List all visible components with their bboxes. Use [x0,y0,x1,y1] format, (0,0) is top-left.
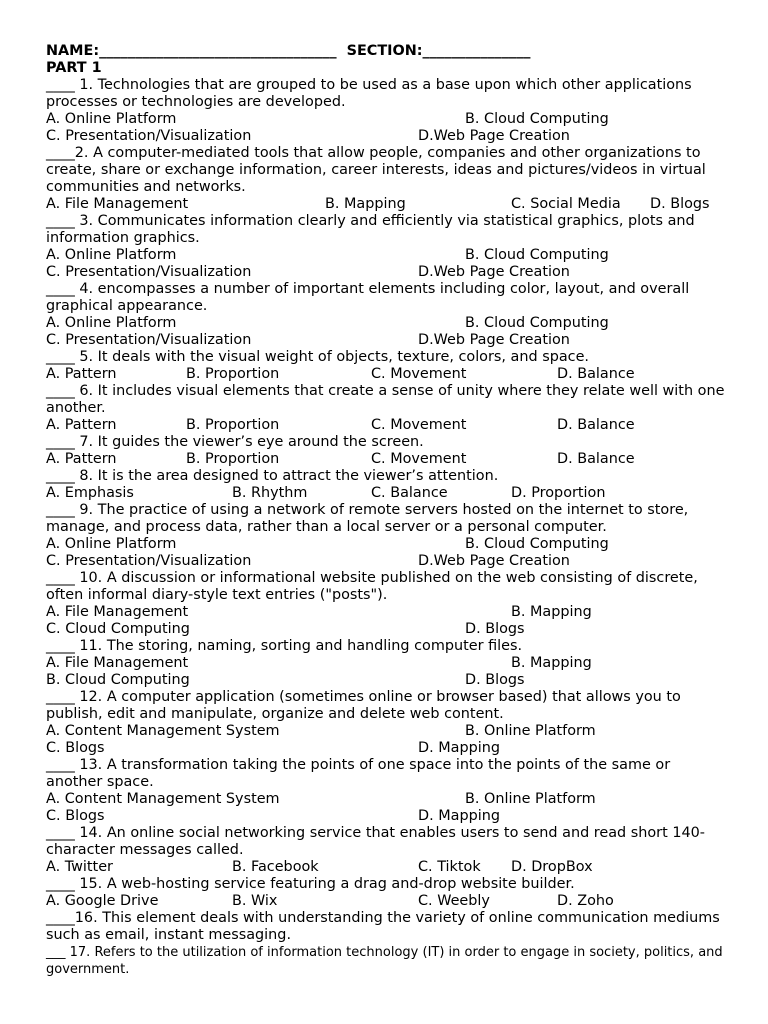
answer-option: B. Facebook [232,859,319,875]
question-1-options-row [46,128,726,145]
question-14: ____ 14. An online social networking service that enables users to send and read short 140- character messages called. [46,825,705,858]
answer-option: B. Cloud Computing [46,672,190,688]
name-blank: _________________________________ [99,43,337,59]
question-12-options-row [46,740,726,757]
answer-option: A. Online Platform [46,111,177,127]
answer-option: C. Presentation/Visualization [46,264,252,280]
question-3-options-row [46,264,726,281]
answer-option: B. Cloud Computing [465,315,609,331]
question-3: ____ 3. Communicates information clearly and efficiently via statistical graphics, plots and information graphics. [46,213,695,246]
answer-option: B. Rhythm [232,485,308,501]
question-9-options-row [46,553,726,570]
answer-option: C. Weebly [418,893,490,909]
answer-option: A. Content Management System [46,791,280,807]
section-blank: _______________ [422,43,531,59]
answer-option: A. Twitter [46,859,113,875]
answer-option: C. Blogs [46,740,105,756]
question-13: ____ 13. A transformation taking the points of one space into the points of the same or another space. [46,757,671,790]
question-5: ____ 5. It deals with the visual weight of objects, texture, colors, and space. [46,349,589,365]
answer-option: C. Blogs [46,808,105,824]
answer-option: D. Mapping [418,740,500,756]
question-2: ____2. A computer-mediated tools that allow people, companies and other organizations to create, share or exchange information, career interests, ideas and pictures/videos in virtual communities and networks. [46,145,706,195]
answer-option: D. Balance [557,366,635,382]
answer-option: C. Cloud Computing [46,621,190,637]
answer-option: B. Mapping [325,196,406,212]
question-13-options-row [46,791,726,808]
answer-option: B. Mapping [511,655,592,671]
answer-option: A. File Management [46,196,189,212]
answer-option: D.Web Page Creation [418,128,570,144]
answer-option: D. Blogs [465,672,525,688]
question-10-options-row [46,604,726,621]
answer-option: A. File Management [46,604,189,620]
question-2-options-row [46,196,726,213]
question-16: ____16. This element deals with understanding the variety of online communication mediums such as email, instant messaging. [46,910,720,943]
answer-option: B. Proportion [186,417,280,433]
part-heading: PART 1 [46,60,102,76]
question-12: ____ 12. A computer application (sometimes online or browser based) that allows you to publish, edit and manipulate, organize and delete web content. [46,689,681,722]
answer-option: A. Online Platform [46,315,177,331]
answer-option: C. Movement [371,366,467,382]
question-11-options-row [46,655,726,672]
answer-option: A. Content Management System [46,723,280,739]
question-4-options-row [46,315,726,332]
section-label: SECTION: [346,43,423,59]
answer-option: A. Online Platform [46,536,177,552]
question-9: ____ 9. The practice of using a network of remote servers hosted on the internet to store, manage, and process data, rather than a local server or a personal computer. [46,502,689,535]
question-10-options-row [46,621,726,638]
question-9-options-row [46,536,726,553]
answer-option: A. Pattern [46,417,117,433]
answer-option: B. Proportion [186,366,280,382]
answer-option: D. DropBox [511,859,593,875]
answer-option: D. Balance [557,451,635,467]
question-12-options-row [46,723,726,740]
question-13-options-row [46,808,726,825]
quiz-page [46,43,726,978]
answer-option: D. Proportion [511,485,606,501]
answer-option: D. Zoho [557,893,614,909]
question-8: ____ 8. It is the area designed to attract the viewer’s attention. [46,468,499,484]
question-14-options-row [46,859,726,876]
question-6-options-row [46,417,726,434]
answer-option: B. Wix [232,893,278,909]
answer-option: C. Presentation/Visualization [46,332,252,348]
question-11-options-row [46,672,726,689]
question-4-options-row [46,332,726,349]
answer-option: B. Proportion [186,451,280,467]
answer-option: A. Emphasis [46,485,134,501]
question-7-options-row [46,451,726,468]
question-list [46,77,726,978]
question-7: ____ 7. It guides the viewer’s eye around the screen. [46,434,424,450]
answer-option: D.Web Page Creation [418,264,570,280]
answer-option: B. Mapping [511,604,592,620]
question-1-options-row [46,111,726,128]
question-3-options-row [46,247,726,264]
answer-option: A. Pattern [46,366,117,382]
answer-option: B. Online Platform [465,791,596,807]
question-17: ___ 17. Refers to the utilization of information technology (IT) in order to engage in society, politics, and government. [46,945,723,977]
question-15-options-row [46,893,726,910]
answer-option: C. Presentation/Visualization [46,553,252,569]
answer-option: D. Mapping [418,808,500,824]
answer-option: D. Blogs [650,196,710,212]
answer-option: C. Balance [371,485,448,501]
answer-option: D.Web Page Creation [418,553,570,569]
answer-option: C. Presentation/Visualization [46,128,252,144]
answer-option: D. Balance [557,417,635,433]
question-8-options-row [46,485,726,502]
answer-option: C. Movement [371,417,467,433]
answer-option: C. Movement [371,451,467,467]
answer-option: A. Online Platform [46,247,177,263]
answer-option: D.Web Page Creation [418,332,570,348]
answer-option: C. Tiktok [418,859,481,875]
question-10: ____ 10. A discussion or informational website published on the web consisting of discrete, often informal diary-style text entries ("posts"). [46,570,698,603]
answer-option: A. File Management [46,655,189,671]
question-15: ____ 15. A web-hosting service featuring a drag and-drop website builder. [46,876,575,892]
answer-option: C. Social Media [511,196,621,212]
answer-option: A. Google Drive [46,893,159,909]
answer-option: B. Online Platform [465,723,596,739]
answer-option: B. Cloud Computing [465,247,609,263]
question-11: ____ 11. The storing, naming, sorting and handling computer files. [46,638,523,654]
answer-option: A. Pattern [46,451,117,467]
answer-option: D. Blogs [465,621,525,637]
question-6: ____ 6. It includes visual elements that create a sense of unity where they relate well with one another. [46,383,725,416]
answer-option: B. Cloud Computing [465,536,609,552]
answer-option: B. Cloud Computing [465,111,609,127]
header-line [46,43,726,60]
question-5-options-row [46,366,726,383]
name-label: NAME: [46,43,100,59]
question-4: ____ 4. encompasses a number of important elements including color, layout, and overall graphical appearance. [46,281,690,314]
question-1: ____ 1. Technologies that are grouped to be used as a base upon which other applications processes or technologies are developed. [46,77,692,110]
